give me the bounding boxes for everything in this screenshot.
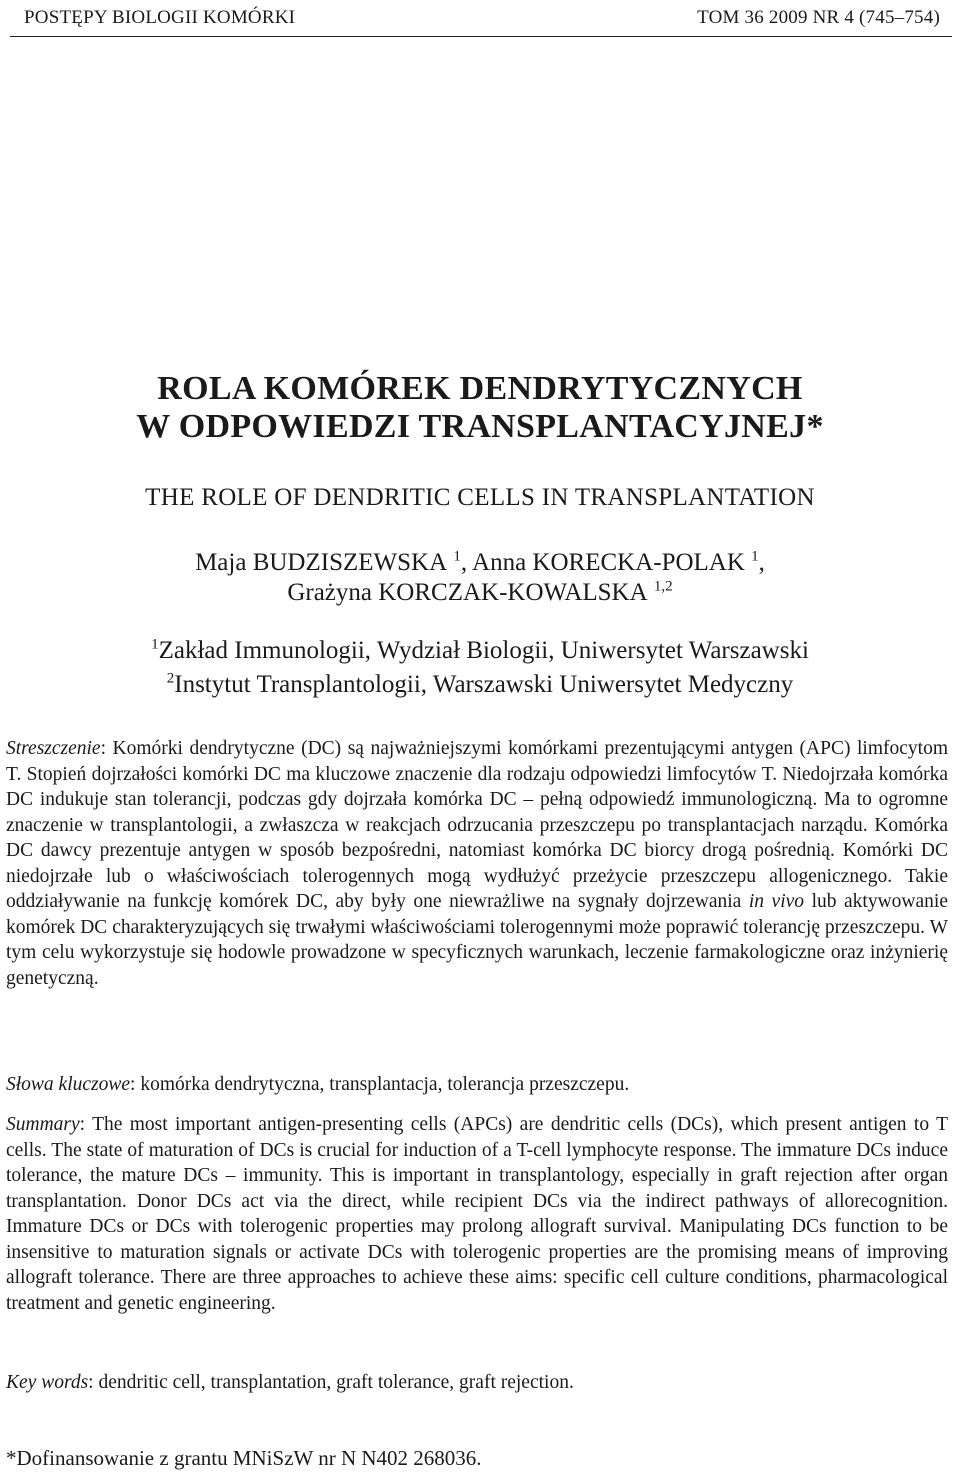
affiliation-mark: 2 bbox=[166, 670, 175, 687]
abstract-polish bbox=[6, 736, 948, 991]
article-title-english: THE ROLE OF DENDRITIC CELLS IN TRANSPLANTATION bbox=[145, 484, 815, 511]
keywords-label: Key words bbox=[6, 1372, 89, 1393]
affiliations bbox=[0, 634, 960, 702]
author-affiliation-mark: 1,2 bbox=[653, 578, 673, 595]
author-affiliation-mark: 1 bbox=[751, 548, 759, 565]
abstract-italic-term: in vivo bbox=[748, 891, 805, 912]
keywords-english bbox=[6, 1370, 948, 1396]
summary-label: Summary bbox=[6, 1114, 80, 1135]
authors-line-2 bbox=[0, 578, 960, 608]
affiliation-2 bbox=[0, 668, 960, 702]
journal-name: POSTĘPY BIOLOGII KOMÓRKI bbox=[24, 7, 296, 28]
title-line-2: W ODPOWIEDZI TRANSPLANTACYJNEJ* bbox=[136, 408, 824, 445]
authors-line-1: Maja BUDZISZEWSKA $^1$, Anna KORECKA-POLAK $^1$, bbox=[195, 548, 765, 576]
running-header bbox=[10, 0, 952, 37]
funding-footnote: *Dofinansowanie z grantu MNiSzW nr N N402 268036. bbox=[6, 1446, 482, 1470]
author-affiliation-mark: 1 bbox=[453, 548, 461, 565]
abstract-english bbox=[6, 1112, 948, 1316]
abstract-label: Streszczenie bbox=[6, 738, 101, 759]
title-line-1: ROLA KOMÓREK DENDRYTYCZNYCH bbox=[157, 370, 803, 407]
keywords-label: Słowa kluczowe bbox=[6, 1074, 131, 1095]
affiliation-text: Zakład Immunologii, Wydział Biologii, Uniwersytet Warszawski bbox=[158, 637, 809, 664]
author-list bbox=[0, 548, 960, 608]
abstract-text-part-1: : Komórki dendrytyczne (DC) są najważniejszymi komórkami prezentującymi antygen (APC) limfocytom T. Stopień dojrzałości komórki DC ma kluczowe znaczenie dla rodzaju odpowiedzi limfocytów T. Niedojrzała komórka DC indukuje stan tolerancji, podczas gdy dojrzała komórka DC – pełną odpowiedź immunologiczną. Ma to ogromne znaczenie w transplantologii, a zwłaszcza w reakcjach odrzucania przeszczepu po transplantacjach narządu. Komórka DC dawcy prezentuje antygen w sposób bezpośredni, natomiast komórka DC biorcy drogą pośrednią. Komórki DC niedojrzałe lub o właściwościach tolerogennych mogą wydłużyć przeżycie przeszczepu allogenicznego. Takie oddziaływanie na funkcję komórek DC, aby były one niewrażliwe na sygnały dojrzewania bbox=[6, 738, 948, 912]
keywords-polish bbox=[6, 1072, 948, 1098]
keywords-text: : komórka dendrytyczna, transplantacja, tolerancja przeszczepu. bbox=[130, 1074, 630, 1095]
issue-info: TOM 36 2009 NR 4 (745–754) bbox=[697, 7, 940, 28]
affiliation-1 bbox=[0, 634, 960, 668]
author-name: Anna KORECKA-POLAK bbox=[472, 549, 745, 576]
affiliation-text: Instytut Transplantologii, Warszawski Uniwersytet Medyczny bbox=[174, 671, 794, 698]
author-name: Maja BUDZISZEWSKA bbox=[195, 549, 448, 576]
title-block bbox=[0, 370, 960, 702]
summary-text: : The most important antigen-presenting cells (APCs) are dendritic cells (DCs), which present antigen to T cells. The state of maturation of DCs is crucial for induction of a T-cell lymphocyte response. The immature DCs induce tolerance, the mature DCs – immunity. This is important in transplantology, especially in graft rejection after organ transplantation. Donor DCs act via the direct, while recipient DCs via the indirect pathways of allorecognition. Immature DCs or DCs with tolerogenic properties may prolong allograft survival. Manipulating DCs function to be insensitive to maturation signals or activate DCs with tolerogenic properties are the promising means of improving allograft tolerance. There are three approaches to achieve these aims: specific cell culture conditions, pharmacological treatment and genetic engineering. bbox=[6, 1114, 948, 1314]
author-name: Grażyna KORCZAK-KOWALSKA bbox=[287, 579, 648, 606]
affiliation-mark: 1 bbox=[151, 636, 159, 653]
abstract-text-part-2: lub aktywowanie komórek DC charakteryzujących się trwałymi właściwościami tolerogennymi może poprawić tolerancję przeszczepu. W tym celu wykorzystuje się hodowle prowadzone w specyficznych warunkach, leczenie farmakologiczne oraz inżynierię genetyczną. bbox=[6, 891, 948, 989]
article-title-polish bbox=[0, 370, 960, 446]
keywords-text: : dendritic cell, transplantation, graft tolerance, graft rejection. bbox=[88, 1372, 574, 1393]
